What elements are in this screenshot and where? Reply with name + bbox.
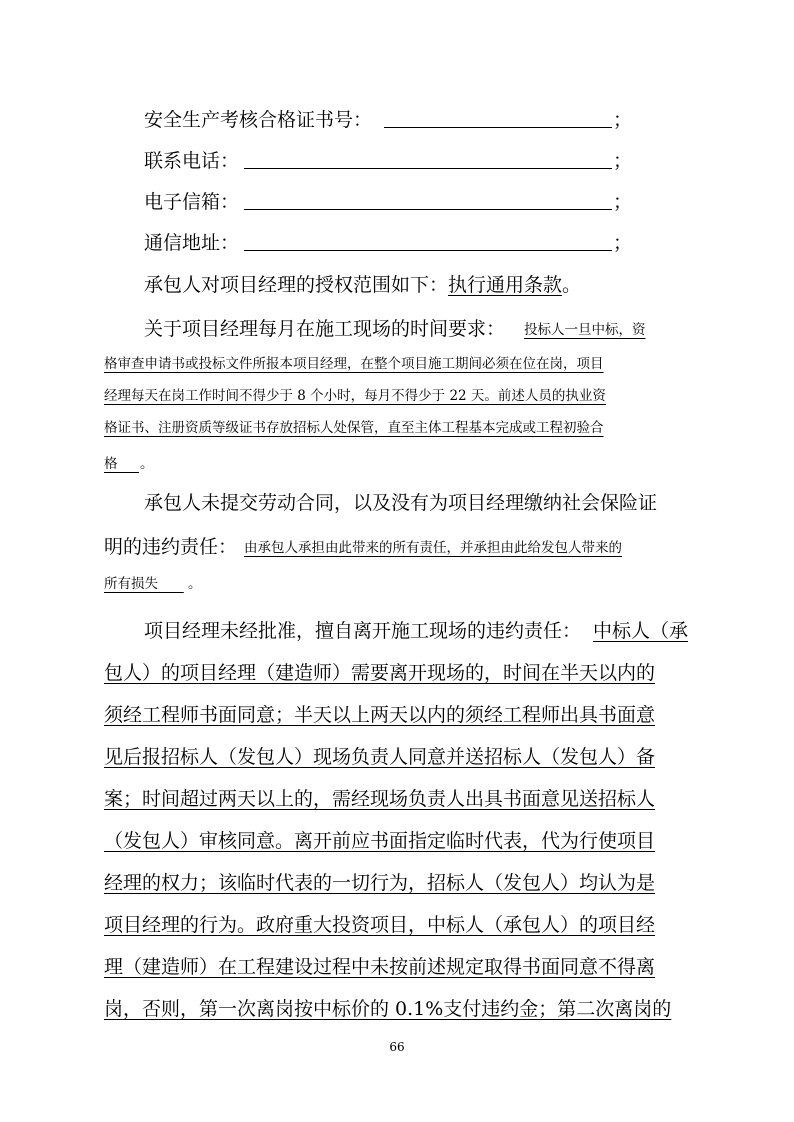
contract-line: 承包人未提交劳动合同，以及没有为项目经理缴纳社会保险证 (144, 492, 658, 514)
leave-prefix: 项目经理未经批准，擅自离开施工现场的违约责任： (144, 620, 582, 642)
field-label: 电子信箱： (144, 191, 240, 213)
auth-prefix: 承包人对项目经理的授权范围如下： (144, 274, 449, 296)
blank-line[interactable] (244, 209, 612, 210)
blank-line[interactable] (244, 168, 612, 169)
field-end-punct: ； (613, 109, 633, 131)
auth-value: 执行通用条款 (448, 274, 563, 296)
time-req-line: 经理每天在岗工作时间不得少于 8 个小时，每月不得少于 22 天。前述人员的执业资 (104, 388, 606, 404)
contract-value: 所有损失 (104, 576, 158, 592)
contract-value: 由承包人承担由此带来的所有责任，并承担由此给发包人带来的 (244, 540, 622, 556)
leave-line: 案；时间超过两天以上的，需经现场负责人出具书面意见送招标人 (104, 788, 656, 810)
leave-line: 见后报招标人（发包人）现场负责人同意并送招标人（发包人）备 (104, 746, 656, 768)
time-req-line: 格审查申请书或投标文件所报本项目经理，在整个项目施工期间必须在位在岗，项目 (104, 356, 604, 372)
leave-line: 经理的权力；该临时代表的一切行为，招标人（发包人）均认为是 (104, 872, 656, 894)
time-req-prefix: 关于项目经理每月在施工现场的时间要求： (144, 318, 506, 340)
time-req-line: 投标人一旦中标，资 (524, 322, 646, 338)
blank-line[interactable] (384, 127, 612, 128)
field-label: 通信地址： (144, 232, 240, 254)
leave-line: （发包人）审核同意。离开前应书面指定临时代表，代为行使项目 (104, 830, 656, 852)
field-label: 安全生产考核合格证书号： (144, 109, 373, 131)
field-label: 联系电话： (144, 150, 240, 172)
field-end-punct: ； (613, 232, 633, 254)
contract-prefix: 明的违约责任： (104, 536, 238, 558)
page-number: 66 (389, 1040, 405, 1054)
blank-line[interactable] (244, 250, 612, 251)
leave-line: 理（建造师）在工程建设过程中未按前述规定取得书面同意不得离 (104, 956, 656, 978)
leave-line: 包人）的项目经理（建造师）需要离开现场的，时间在半天以内的 (104, 662, 656, 684)
field-end-punct: ； (613, 191, 633, 213)
time-req-line: 格证书、注册资质等级证书存放招标人处保管，直至主体工程基本完成或工程初验合 (104, 420, 604, 436)
leave-line: 须经工程师书面同意；半天以上两天以内的须经工程师出具书面意 (104, 704, 656, 726)
field-end-punct: ； (613, 150, 633, 172)
time-req-end: 。 (140, 456, 154, 472)
time-req-line: 格 (104, 456, 118, 472)
auth-suffix: 。 (562, 274, 582, 296)
leave-line: 项目经理的行为。政府重大投资项目，中标人（承包人）的项目经 (104, 914, 656, 936)
leave-line: 中标人（承 (593, 620, 689, 642)
contract-end: 。 (188, 576, 202, 592)
leave-line: 岗，否则，第一次离岗按中标价的 0.1%支付违约金；第二次离岗的 (104, 998, 672, 1020)
